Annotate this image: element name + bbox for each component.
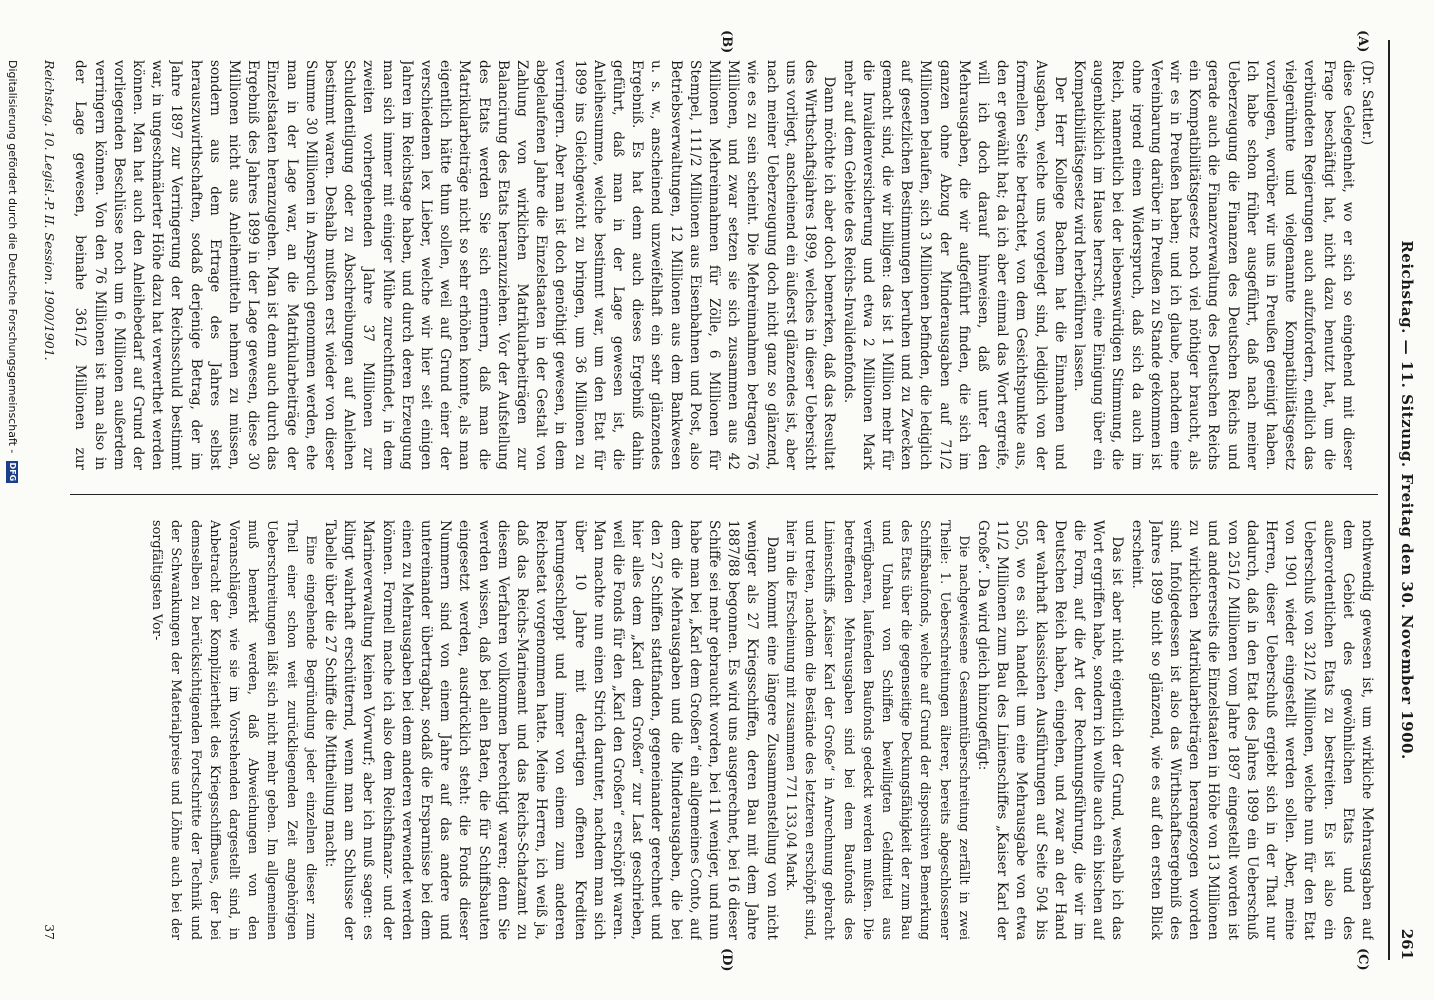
column-divider [70,494,1378,495]
speaker-label: (Dr. Sattler.) [1359,60,1375,146]
footer-citation: Reichstag. 10. Legisl.-P. II. Session. 1900/1901. [42,60,57,361]
page-header [1388,40,1420,960]
right-column [70,520,1376,940]
margin-marker-a: (A) [1355,30,1370,53]
margin-marker-d: (D) [719,948,734,972]
quotation: Eine eingehende Begründung jeder einzelnen dieser zum Theil einer schon weit zurückliegenden Zeit angehörigen Ueberschreitungen läßt sich nicht mehr geben. Im allgemeinen muß bemerkt werden, daß Abweichungen von den Voranschlägen, wie sie im Vorstehenden dargestellt sind, in Anbetracht der Kompliziertheit des Kriegsschiffbaues, der bei demselben zu berücksichtigenden Fortschritte der Technik und der Schwankungen der Materialpreise und Löhne auch bei der sorgfältigsten Vor- [149,520,318,940]
paragraph: Der Herr Kollege Bachem hat die Einnahmen und Ausgaben, welche uns vorgelegt sind, lediglich von der formellen Seite betrachtet, von dem Gesichtspunkte aus, den er gewählt hat; da ich aber einmal das Wort ergreife, will ich doch darauf hinweisen, daß unter den Mehrausgaben, die wir aufgeführt finden, die sich im ganzen ohne Abzug der Minderausgaben auf 71/2 Millionen belaufen, sich 3 Millionen befinden, die lediglich auf gesetzlichen Bestimmungen beruhen und zu Zwecken gemacht sind, die wir billigen: das ist 1 Million mehr für die Invalidenversicherung und etwa 2 Millionen Mark mehr auf dem Gebiete des Reichs-Invalidenfonds. [840,60,1068,470]
paragraph: Dann kommt eine längere Zusammenstellung von nicht weniger als 27 Kriegsschiffen, deren Bau mit dem Jahre 1887/88 begonnen. Es wird uns ausgerechnet, bei 16 dieser Schiffe sei mehr gebraucht worden, bei 11 weniger, und nun habe man bei „Karl dem Großen“ ein allgemeines Conto, auf dem die Mehrausgaben und die Minderausgaben, die bei den 27 Schiffen stattfanden, gegeneinander gerechnet und hier alles dem „Karl dem Großen“ zur Last geschrieben, weil die Fonds für den „Karl den Großen“ erschöpft waren. Man machte nun einen Strich darunter, nachdem man sich über 10 Jahre mit derartigen offenen Krediten herumgeschleppt und immer von einem zum anderen Reichsetat vorgenommen hatte. Meine Herren, ich weiß ja, daß das Reichs-Marineamt und das Reichs-Schatzamt zu diesem Verfahren vollkommen berechtigt waren; denn Sie werden wissen, daß bei allen Baten, die für Schiffsbauten eingesetzt werden, ausdrücklich steht: die Fonds dieser Nummern sind von einem Jahre auf das andere und untereinander übertragbar, sodaß die Ersparnisse bei dem einen zu Mehrausgaben bei dem anderen verwendet werden können. Formell mache ich also dem Reichsfinanz- und der Marineverwaltung keinen Vorwurf; aber ich muß sagen: es klingt wahrhaft erschütternd, wenn man am Schlusse der Tabelle über die 27 Schiffe die Mittheilung macht: [322,520,780,940]
paragraph: Dann möchte ich aber doch bemerken, daß das Resultat des Wirthschaftsjahres 1899, welches in dieser Uebersicht uns vorliegt, anscheinend ein äußerst glänzendes ist, aber nach meiner Ueberzeugung doch nicht ganz so glänzend, wie es zu sein scheint. Die Mehreinnahmen betragen 76 Millionen, und zwar setzen sie sich zusammen aus 42 Millionen Mehreinnahmen für Zölle, 6 Millionen für Stempel, 111/2 Millionen aus Eisenbahnen und Post, also Betriebsverwaltungen, 12 Millionen aus dem Bankwesen u. s. w., anscheinend unzweifelhaft ein sehr glänzendes Ergebniß. Es hat denn auch dieses Ergebniß dahin geführt, daß man in der Lage gewesen ist, die Anleihesumme, welche bestimmt war, um den Etat für 1899 ins Gleichgewicht zu bringen, um 36 Millionen zu verringern. Aber man ist doch genöthigt gewesen, in dem abgelaufenen Jahre die Einzelstaaten in der Gestalt von Zahlung von wirklichen Matrikularbeiträgen zur Balancirung des Etats heranzuziehen. Vor der Aufstellung des Etats werden Sie sich erinnern, daß man die Matrikularbeiträge nicht so sehr erhöhen konnte, als man eigentlich hätte thun sollen, weil auf Grund einer der verschiedenen lex Lieber, welche wir hier seit einigen Jahren im Reichstage haben, und durch deren Erzeugung man sich immer mit einiger Mühe zurechtfindet, in dem zweiten vorhergehenden Jahre 37 Millionen zur Schuldentilgung oder zu Abschreibungen auf Anleihen bestimmt waren. Deshalb mußten erst wieder von dieser Summe 30 Millionen in Anspruch genommen werden, ehe man in der Lage war, an die Matrikularbeiträge der Einzelstaaten heranzugehen. Man ist denn auch durch das Ergebniß des Jahres 1899 in der Lage gewesen, diese 30 Millionen nicht aus Anleihemitteln nehmen zu müssen, sondern aus dem Ertrage des Jahres selbst herauszuwirthschaften, sodaß derjenige Betrag, der im Jahre 1897 zur Verringerung der Reichsschuld bestimmt war, in ungeschmälerter Höhe dazu hat verwerthet werden können. Man hat auch den Anleihebedarf auf Grund der vorliegenden Beschlüsse noch um 6 Millionen außerdem verringern können. Von den 76 Millionen ist man also in der Lage gewesen, beinahe 361/2 Millionen zur [72,60,838,470]
left-column [70,60,1376,470]
credit-text: Digitalisierung gefördert durch die Deutsche Forschungsgemeinschaft - [6,60,19,454]
paragraph: diese Gelegenheit, wo er sich so eingehend mit dieser Frage beschäftigt hat, nicht dazu benutzt hat, um die verbündeten Regierungen auch aufzufordern, endlich das vielgerühmte und vielgenannte Kompatibilitätsgesetz vorzulegen, worüber wir uns in Preußen geeinigt haben. Ich habe schon früher ausgeführt, daß nach meiner Ueberzeugung die Finanzen des Deutschen Reichs und gerade auch die Finanzverwaltung des Deutschen Reichs ein Kompatibilitätsgesetz noch viel nöthiger braucht, als wir es in Preußen haben; und ich glaube, nachdem eine Vereinbarung darüber in Preußen zu Stande gekommen ist ohne irgend einen Widerspruch, daß sich da auch im Reich, namentlich bei der liebenswürdigen Stimmung, die augenblicklich im Hause herrscht, eine Einigung über ein Kompatibilitätsgesetz wird herbeiführen lassen. [1070,60,1356,470]
digitization-credit [6,0,19,1000]
dfg-logo-icon: DFG [8,462,17,482]
margin-marker-b: (B) [719,30,734,54]
quotation: Die nachgewiesene Gesammtüberschreitung zerfällt in zwei Theile: 1. Ueberschreitungen älterer, bereits abgeschlossener Schiffsbaufonds, welche auf Grund der dispositiven Bemerkung des Etats über die gegenseitige Deckungsfähigkeit der zum Bau und Umbau von Schiffen bewilligten Geldmittel aus verfügbaren, laufenden Baufonds gedeckt werden mußten. Die betreffenden Mehrausgaben sind bei dem Baufonds des Linienschiffs „Kaiser Karl der Große“ in Anrechnung gebracht und treten, nachdem die Bestände des letzteren erschöpft sind, hier in die Erscheinung mit zusammen 771 133,04 Mark. [782,520,971,940]
page-title: Reichstag. — 11. Sitzung. Freitag den 30. November 1900. [1398,240,1416,760]
paragraph: Das ist aber nicht eigentlich der Grund, weshalb ich das Wort ergriffen habe, sondern ich wollte auch ein bischen auf die Form, auf die Art der Rechnungsführung, die wir im Deutschen Reich haben, eingehen, und zwar an der Hand der wahrhaft klassischen Ausführungen auf Seite 504 bis 505, wo es sich handelt um eine Mehrausgabe von etwa 11/2 Millionen zum Bau des Linienschiffes „Kaiser Karl der Große“. Da wird gleich hinzugefügt: [974,520,1126,940]
page-number: 261 [1398,928,1416,960]
margin-marker-c: (C) [1355,948,1370,971]
footer-sheet-number: 37 [42,924,57,940]
paragraph: nothwendig gewesen ist, um wirkliche Mehrausgaben auf dem Gebiet des gewöhnlichen Etats und des außerordentlichen Etats zu bestreiten. Es ist also ein Ueberschuß von 321/2 Millionen, welche nun für den Etat von 1901 wieder eingestellt werden sollen. Aber, meine Herren, dieser Ueberschuß ergiebt sich in der That nur dadurch, daß in den Etat des Jahres 1899 ein Ueberschuß von 251/2 Millionen vom Jahre 1897 eingestellt worden ist und andererseits die Einzelstaaten in Höhe von 13 Millionen zu wirklichen Matrikularbeiträgen herangezogen worden sind. Infolgedessen ist also das Wirthschaftsergebniß des Jahres 1899 nicht so glänzend, wie es auf den ersten Blick erscheint. [1128,520,1375,940]
